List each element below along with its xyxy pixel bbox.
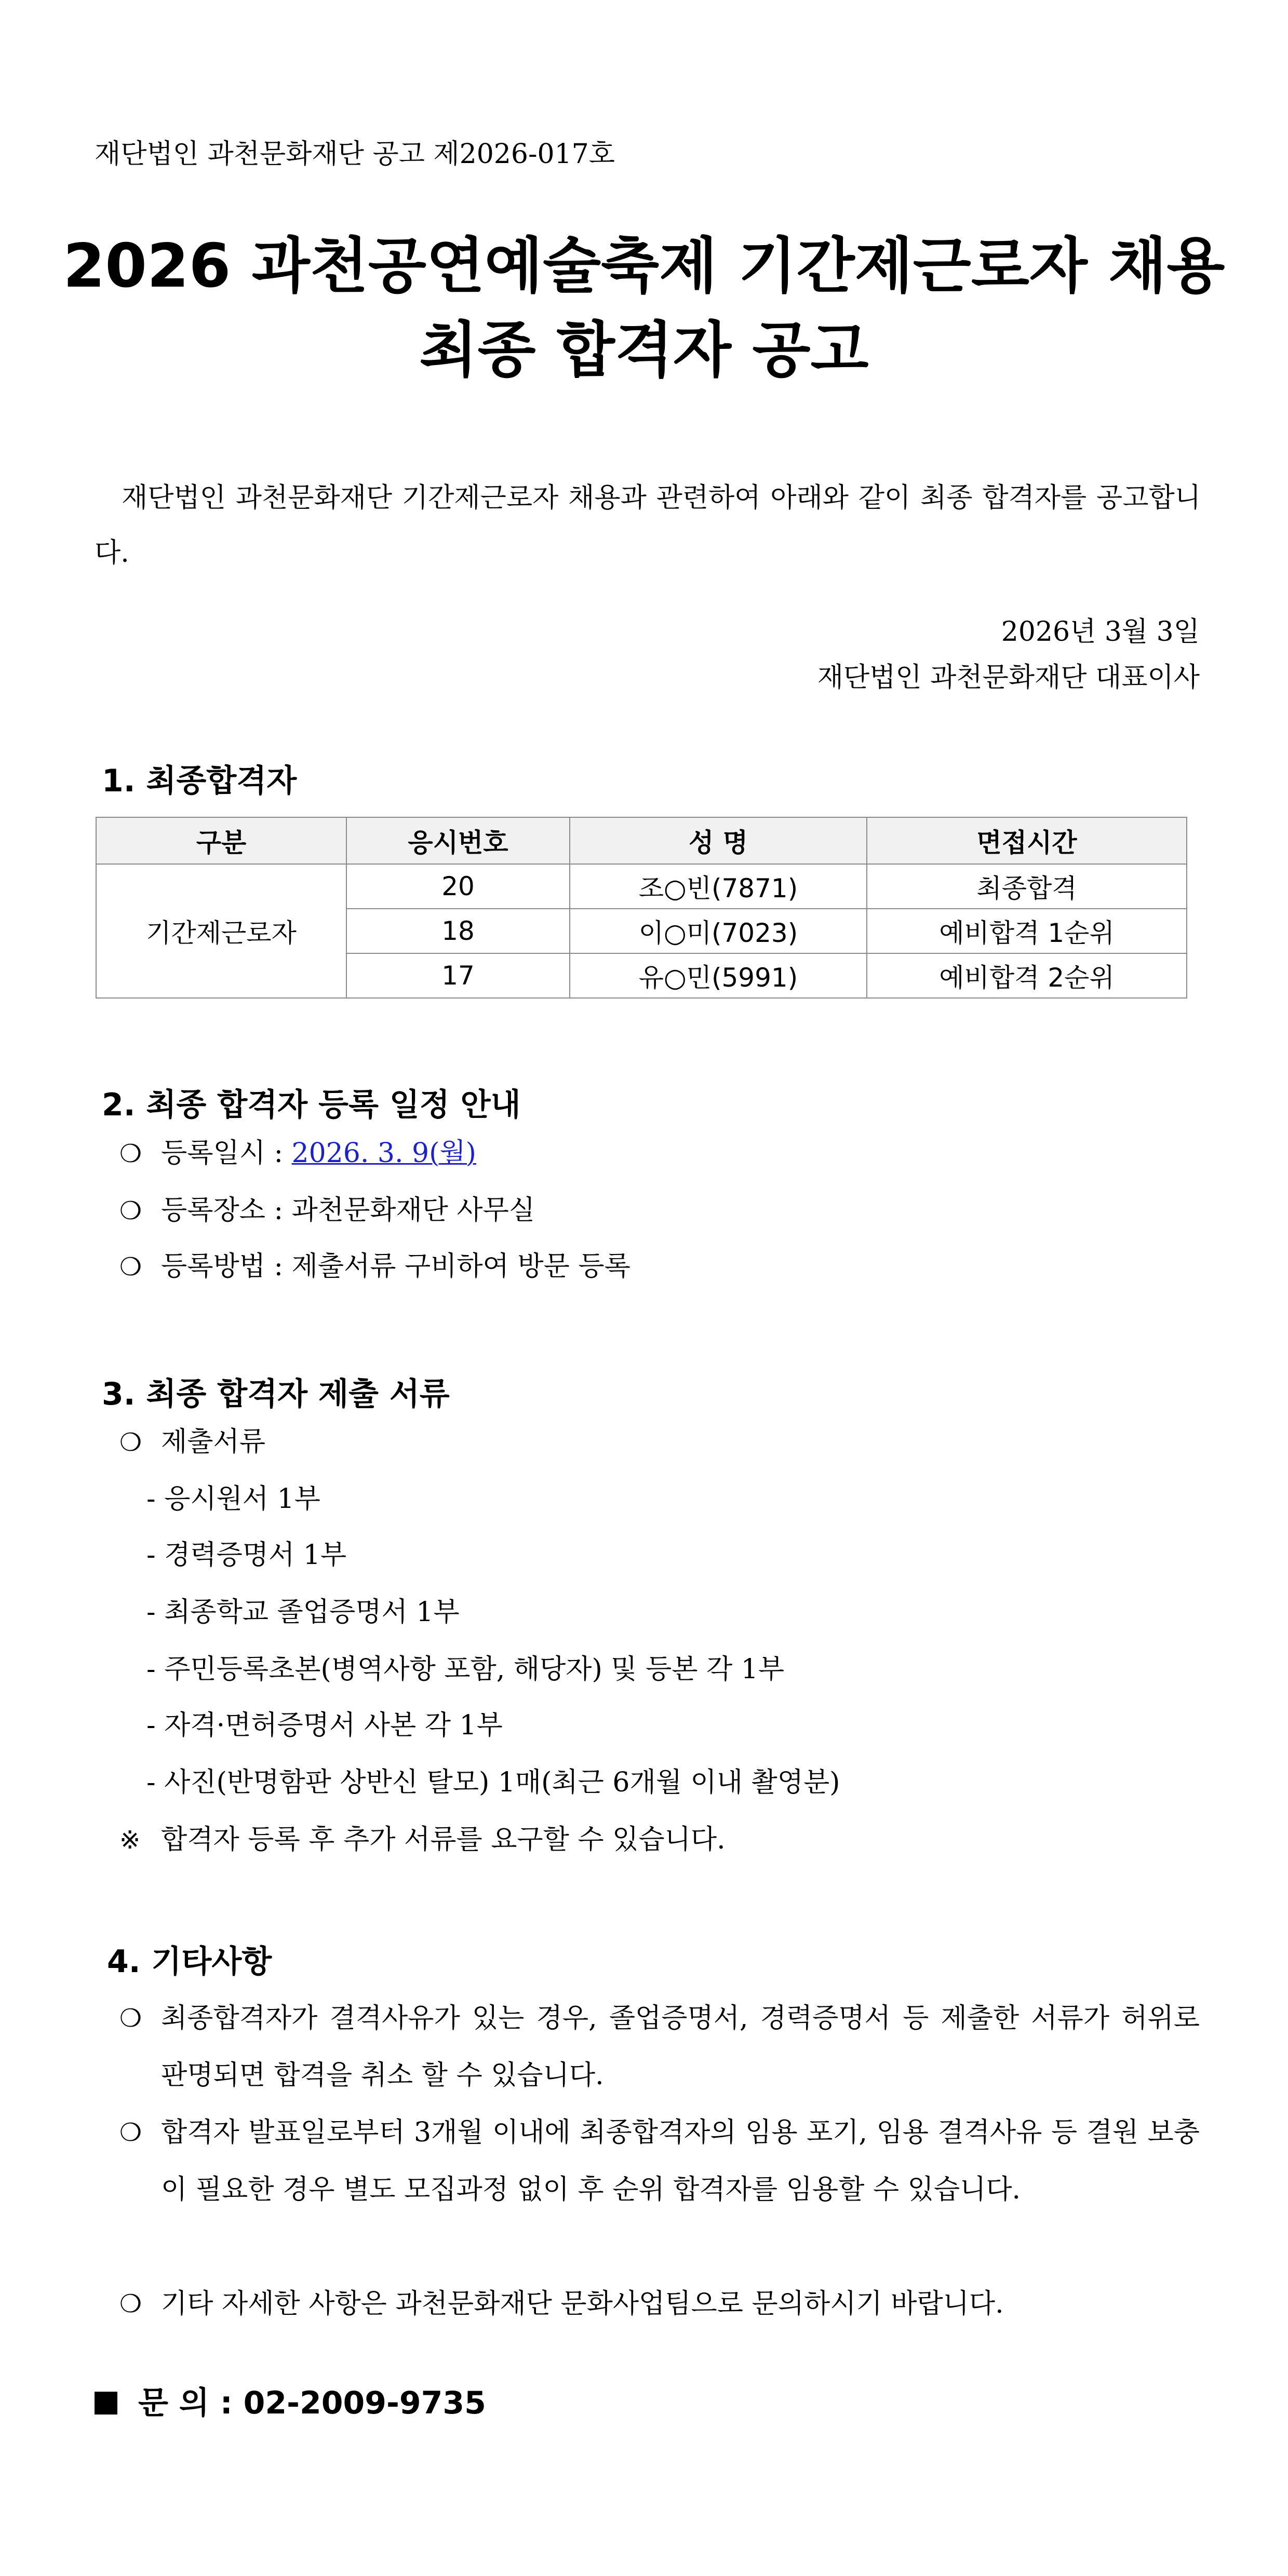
registration-date-label: 등록일시 : xyxy=(161,1138,292,1169)
column-header-interview: 면접시간 xyxy=(867,817,1187,864)
black-square-icon xyxy=(95,2392,117,2415)
title-line-1: 2026 과천공연예술축제 기간제근로자 채용 xyxy=(63,231,1225,301)
notice-number: 재단법인 과천문화재단 공고 제2026-017호 xyxy=(95,139,615,170)
circle-bullet-icon: ❍ xyxy=(119,1252,142,1282)
list-item: - 최종학교 졸업증명서 1부 xyxy=(146,1597,460,1628)
column-header-number: 응시번호 xyxy=(346,817,570,864)
circle-bullet-icon: ❍ xyxy=(119,2289,142,2318)
section2-heading: 2. 최종 합격자 등록 일정 안내 xyxy=(102,1087,521,1123)
list-item: - 자격·면허증명서 사본 각 1부 xyxy=(146,1710,503,1741)
applicant-result: 최종합격 xyxy=(867,864,1187,909)
applicant-result: 예비합격 1순위 xyxy=(867,909,1187,953)
section1-heading: 1. 최종합격자 xyxy=(102,763,297,799)
table-header-row xyxy=(96,817,1187,864)
list-item xyxy=(119,1990,1200,2104)
circle-bullet-icon: ❍ xyxy=(119,1139,142,1168)
list-item: - 응시원서 1부 xyxy=(146,1483,320,1515)
applicant-number: 18 xyxy=(346,909,570,953)
list-item xyxy=(119,2104,1200,2275)
applicant-number: 17 xyxy=(346,953,570,998)
table-row xyxy=(96,864,1187,909)
registration-place-line xyxy=(119,1192,535,1229)
circle-bullet-icon: ❍ xyxy=(119,2118,142,2147)
list-item: - 주민등록초본(병역사항 포함, 해당자) 및 등본 각 1부 xyxy=(146,1654,785,1685)
registration-method-line xyxy=(119,1248,630,1285)
documents-note-text: 합격자 등록 후 추가 서류를 요구할 수 있습니다. xyxy=(161,1824,726,1855)
documents-note xyxy=(119,1822,726,1858)
other-item-text: 최종합격자가 결격사유가 있는 경우, 졸업증명서, 경력증명서 등 제출한 서류가 허위로 판명되면 합격을 취소 할 수 있습니다. xyxy=(161,2003,1200,2091)
applicant-name: 조○빈(7871) xyxy=(570,864,867,909)
intro-paragraph: 재단법인 과천문화재단 기간제근로자 채용과 관련하여 아래와 같이 최종 합격자를 공고합니다. xyxy=(95,482,1201,569)
list-item: - 사진(반명함판 상반신 탈모) 1매(최근 6개월 이내 촬영분) xyxy=(146,1767,840,1798)
title-line-2: 최종 합격자 공고 xyxy=(419,315,869,385)
section3-heading: 3. 최종 합격자 제출 서류 xyxy=(102,1376,450,1412)
documents-label-line xyxy=(119,1424,265,1461)
issuer: 재단법인 과천문화재단 대표이사 xyxy=(817,662,1200,693)
other-item-text: 기타 자세한 사항은 과천문화재단 문화사업팀으로 문의하시기 바랍니다. xyxy=(161,2288,1004,2319)
contact-text: 문 의 : 02-2009-9735 xyxy=(138,2385,486,2421)
section4-heading: 4. 기타사항 xyxy=(107,1944,272,1980)
column-header-name: 성 명 xyxy=(570,817,867,864)
applicant-name: 이○미(7023) xyxy=(570,909,867,953)
applicant-result: 예비합격 2순위 xyxy=(867,953,1187,998)
results-table xyxy=(96,817,1187,999)
documents-label: 제출서류 xyxy=(161,1426,265,1458)
circle-bullet-icon: ❍ xyxy=(119,1428,142,1457)
other-item-text: 합격자 발표일로부터 3개월 이내에 최종합격자의 임용 포기, 임용 결격사유 등 결원 보충이 필요한 경우 별도 모집과정 없이 후 순위 합격자를 임용할 수 있습니다. xyxy=(161,2117,1200,2205)
registration-place: 등록장소 : 과천문화재단 사무실 xyxy=(161,1195,535,1226)
circle-bullet-icon: ❍ xyxy=(119,2004,142,2033)
reference-mark-icon: ※ xyxy=(119,1826,141,1855)
list-item xyxy=(119,2275,1200,2332)
announcement-date: 2026년 3월 3일 xyxy=(1001,616,1200,648)
registration-date-line xyxy=(119,1135,476,1172)
column-header-category: 구분 xyxy=(96,817,346,864)
circle-bullet-icon: ❍ xyxy=(119,1196,142,1225)
applicant-name: 유○민(5991) xyxy=(570,953,867,998)
list-item: - 경력증명서 1부 xyxy=(146,1540,347,1571)
registration-method: 등록방법 : 제출서류 구비하여 방문 등록 xyxy=(161,1251,630,1282)
applicant-number: 20 xyxy=(346,864,570,909)
category-cell: 기간제근로자 xyxy=(96,864,346,998)
contact-line xyxy=(95,2382,486,2424)
registration-date-link[interactable]: 2026. 3. 9(월) xyxy=(291,1138,476,1169)
